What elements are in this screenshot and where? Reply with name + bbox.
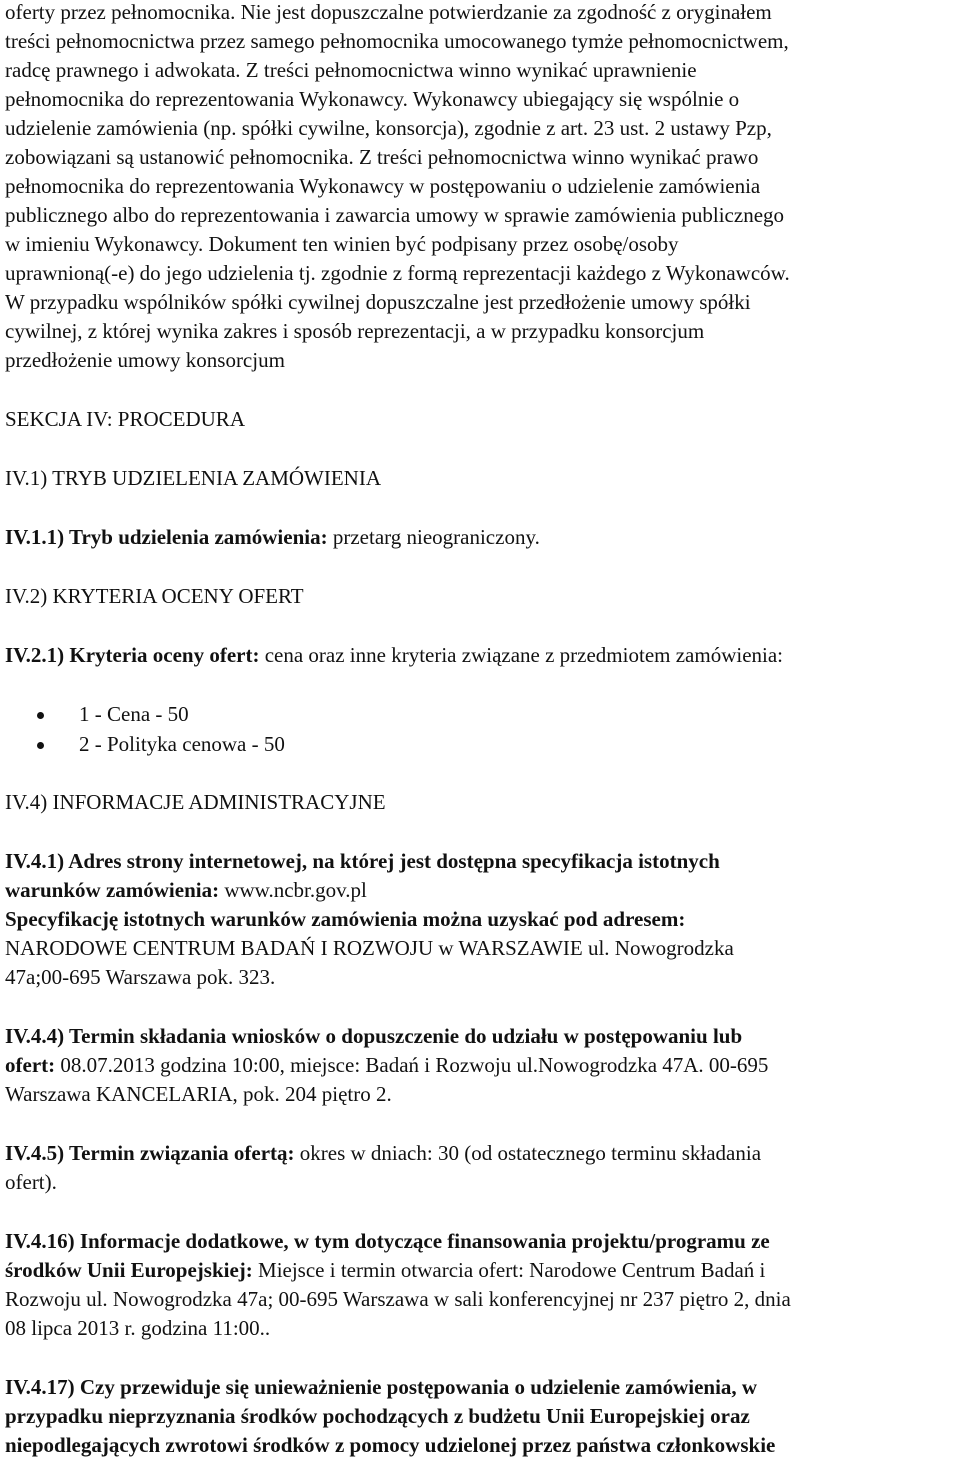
iv45-value-line2: ofert). [5, 1170, 57, 1194]
iv416-value-line2: Miejsce i termin otwarcia ofert: Narodowe Centrum Badań i [252, 1258, 766, 1282]
iv45-line1 [5, 1139, 761, 1168]
iv45-value-line1: okres w dniach: 30 (od ostatecznego terminu składania [294, 1141, 762, 1165]
iv41-label-line1: IV.4.1) Adres strony internetowej, na której jest dostępna specyfikacja istotnych [5, 849, 720, 873]
heading-iv4: IV.4) INFORMACJE ADMINISTRACYJNE [5, 790, 386, 814]
heading-iv2: IV.2) KRYTERIA OCENY OFERT [5, 584, 304, 608]
criteria-text: 1 - Cena - 50 [79, 702, 189, 726]
iv44-line2 [5, 1051, 768, 1080]
heading-iv1: IV.1) TRYB UDZIELENIA ZAMÓWIENIA [5, 466, 382, 490]
intro-line: W przypadku wspólników spółki cywilnej dopuszczalne jest przedłożenie umowy spółki [5, 290, 751, 314]
intro-line: publicznego albo do reprezentowania i zawarcia umowy w sprawie zamówienia publicznego [5, 203, 785, 227]
intro-line: w imieniu Wykonawcy. Dokument ten winien być podpisany przez osobę/osoby [5, 232, 679, 256]
intro-line: pełnomocnika do reprezentowania Wykonawcy w postępowaniu o udzielenie zamówienia [5, 174, 761, 198]
iv41-spec-label: Specyfikację istotnych warunków zamówienia można uzyskać pod adresem: [5, 907, 686, 931]
criteria-text: 2 - Polityka cenowa - 50 [79, 732, 285, 756]
intro-line: oferty przez pełnomocnika. Nie jest dopuszczalne potwierdzanie za zgodność z oryginałem [5, 0, 772, 24]
iv417-line2: przypadku nieprzyznania środków pochodzących z budżetu Unii Europejskiej oraz [5, 1404, 750, 1428]
iv21-label: IV.2.1) Kryteria oceny ofert: [5, 643, 260, 667]
intro-line: przedłożenie umowy konsorcjum [5, 348, 285, 372]
iv21-line [5, 641, 783, 670]
iv11-value: przetarg nieograniczony. [327, 525, 540, 549]
iv41-line2 [5, 876, 367, 905]
iv11-line [5, 523, 540, 552]
iv44-label-line2: ofert: [5, 1053, 56, 1077]
intro-line: zobowiązani są ustanowić pełnomocnika. Z treści pełnomocnictwa winno wynikać prawo [5, 145, 759, 169]
iv41-label-line2: warunków zamówienia: [5, 878, 220, 902]
iv416-line2 [5, 1256, 765, 1285]
iv41-address-line2: 47a;00-695 Warszawa pok. 323. [5, 965, 276, 989]
iv45-label: IV.4.5) Termin związania ofertą: [5, 1141, 295, 1165]
iv417-line1: IV.4.17) Czy przewiduje się unieważnienie postępowania o udzielenie zamówienia, w [5, 1375, 758, 1399]
iv44-value-line2: 08.07.2013 godzina 10:00, miejsce: Badań i Rozwoju ul.Nowogrodzka 47A. 00-695 [55, 1053, 769, 1077]
bullet-icon [37, 712, 44, 719]
iv44-value-line3: Warszawa KANCELARIA, pok. 204 piętro 2. [5, 1082, 392, 1106]
intro-line: uprawnioną(-e) do jego udzielenia tj. zgodnie z formą reprezentacji każdego z Wykonawców. [5, 261, 790, 285]
iv416-label-line1: IV.4.16) Informacje dodatkowe, w tym dotyczące finansowania projektu/programu ze [5, 1229, 770, 1253]
intro-line: radcę prawnego i adwokata. Z treści pełnomocnictwa winno wynikać uprawnienie [5, 58, 697, 82]
section-title: SEKCJA IV: PROCEDURA [5, 407, 245, 431]
iv416-label-line2: środków Unii Europejskiej: [5, 1258, 253, 1282]
iv44-label-line1: IV.4.4) Termin składania wniosków o dopuszczenie do udziału w postępowaniu lub [5, 1024, 743, 1048]
iv11-label: IV.1.1) Tryb udzielenia zamówienia: [5, 525, 328, 549]
iv41-address-line1: NARODOWE CENTRUM BADAŃ I ROZWOJU w WARSZAWIE ul. Nowogrodzka [5, 936, 734, 960]
bullet-icon [37, 742, 44, 749]
intro-line: treści pełnomocnictwa przez samego pełnomocnika umocowanego tymże pełnomocnictwem, [5, 29, 789, 53]
iv417-line3: niepodlegających zwrotowi środków z pomocy udzielonej przez państwa członkowskie [5, 1433, 776, 1457]
iv41-url: www.ncbr.gov.pl [219, 878, 367, 902]
iv416-value-line3: Rozwoju ul. Nowogrodzka 47a; 00-695 Warszawa w sali konferencyjnej nr 237 piętro 2, dnia [5, 1287, 791, 1311]
intro-line: pełnomocnika do reprezentowania Wykonawcy. Wykonawcy ubiegający się wspólnie o [5, 87, 740, 111]
iv416-value-line4: 08 lipca 2013 r. godzina 11:00.. [5, 1316, 271, 1340]
intro-line: cywilnej, z której wynika zakres i sposób reprezentacji, a w przypadku konsorcjum [5, 319, 705, 343]
iv21-value: cena oraz inne kryteria związane z przedmiotem zamówienia: [259, 643, 784, 667]
intro-line: udzielenie zamówienia (np. spółki cywilne, konsorcja), zgodnie z art. 23 ust. 2 ustawy Pzp, [5, 116, 772, 140]
